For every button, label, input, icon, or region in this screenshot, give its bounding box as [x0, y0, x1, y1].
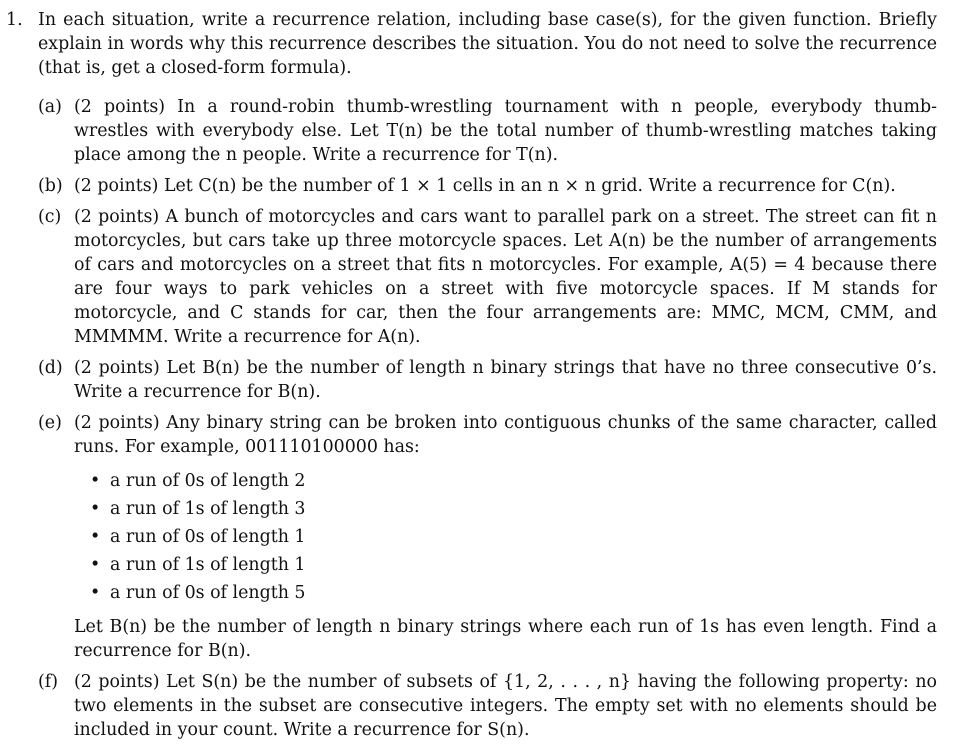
list-item-text: a run of 0s of length 5 — [110, 583, 306, 603]
part-label: (e) — [38, 413, 62, 433]
part-b — [38, 174, 937, 198]
list-item — [90, 551, 937, 579]
part-e-body — [74, 411, 937, 663]
part-text: (2 points) Let B(n) be the number of length n binary strings that have no three consecutive 0’s. Write a recurrence for B(n). — [74, 358, 937, 402]
list-item — [90, 523, 937, 551]
part-label: (d) — [38, 358, 63, 378]
part-text: (2 points) Any binary string can be broken into contiguous chunks of the same character, called runs. For example, 001110100000 has: — [74, 413, 937, 457]
part-f — [38, 670, 937, 742]
problem-number: 1. — [6, 10, 23, 30]
part-d — [38, 356, 937, 404]
bullet-icon: • — [90, 499, 101, 519]
part-e-followup: Let B(n) be the number of length n binary strings where each run of 1s has even length. Find a recurrence for B(n). — [74, 617, 937, 661]
list-item-text: a run of 0s of length 2 — [110, 471, 306, 491]
problem-body — [38, 8, 937, 749]
part-e — [38, 411, 937, 663]
runs-list — [74, 467, 937, 607]
part-label: (c) — [38, 207, 62, 227]
list-item — [90, 495, 937, 523]
part-text: (2 points) Let S(n) be the number of subsets of {1, 2, . . . , n} having the following property: no two elements in the subset are consecutive integers. The empty set with no elements should be included in your count. Write a recurrence for S(n). — [74, 672, 937, 740]
bullet-icon: • — [90, 527, 101, 547]
part-label: (b) — [38, 176, 63, 196]
list-item — [90, 579, 937, 607]
list-item — [90, 467, 937, 495]
list-item-text: a run of 0s of length 1 — [110, 527, 306, 547]
part-a — [38, 95, 937, 167]
parts-list — [38, 95, 937, 742]
part-text: (2 points) Let C(n) be the number of 1 × 1 cells in an n × n grid. Write a recurrence for C(n). — [74, 176, 896, 196]
part-text: (2 points) A bunch of motorcycles and cars want to parallel park on a street. The street can fit n motorcycles, but cars take up three motorcycle spaces. Let A(n) be the number of arrangements of cars and motorcycles on a street that fits n motorcycles. For example, A(5) = 4 because there are four ways to park vehicles on a street with five motorcycle spaces. If M stands for motorcycle, and C stands for car, then the four arrangements are: MMC, MCM, CMM, and MMMMM. Write a recurrence for A(n). — [74, 207, 937, 347]
bullet-icon: • — [90, 555, 101, 575]
bullet-icon: • — [90, 471, 101, 491]
list-item-text: a run of 1s of length 1 — [110, 555, 306, 575]
part-label: (f) — [38, 672, 59, 692]
part-text: (2 points) In a round-robin thumb-wrestling tournament with n people, everybody thumb-wrestles with everybody else. Let T(n) be the total number of thumb-wrestling matches taking place among the n people. Write a recurrence for T(n). — [74, 97, 937, 165]
part-c — [38, 205, 937, 349]
bullet-icon: • — [90, 583, 101, 603]
list-item-text: a run of 1s of length 3 — [110, 499, 306, 519]
problem-1 — [6, 8, 937, 749]
part-label: (a) — [38, 97, 62, 117]
problem-intro: In each situation, write a recurrence relation, including base case(s), for the given function. Briefly explain in words why this recurrence describes the situation. You do not need to solve the recurrence (that is, get a closed-form formula). — [38, 10, 937, 78]
